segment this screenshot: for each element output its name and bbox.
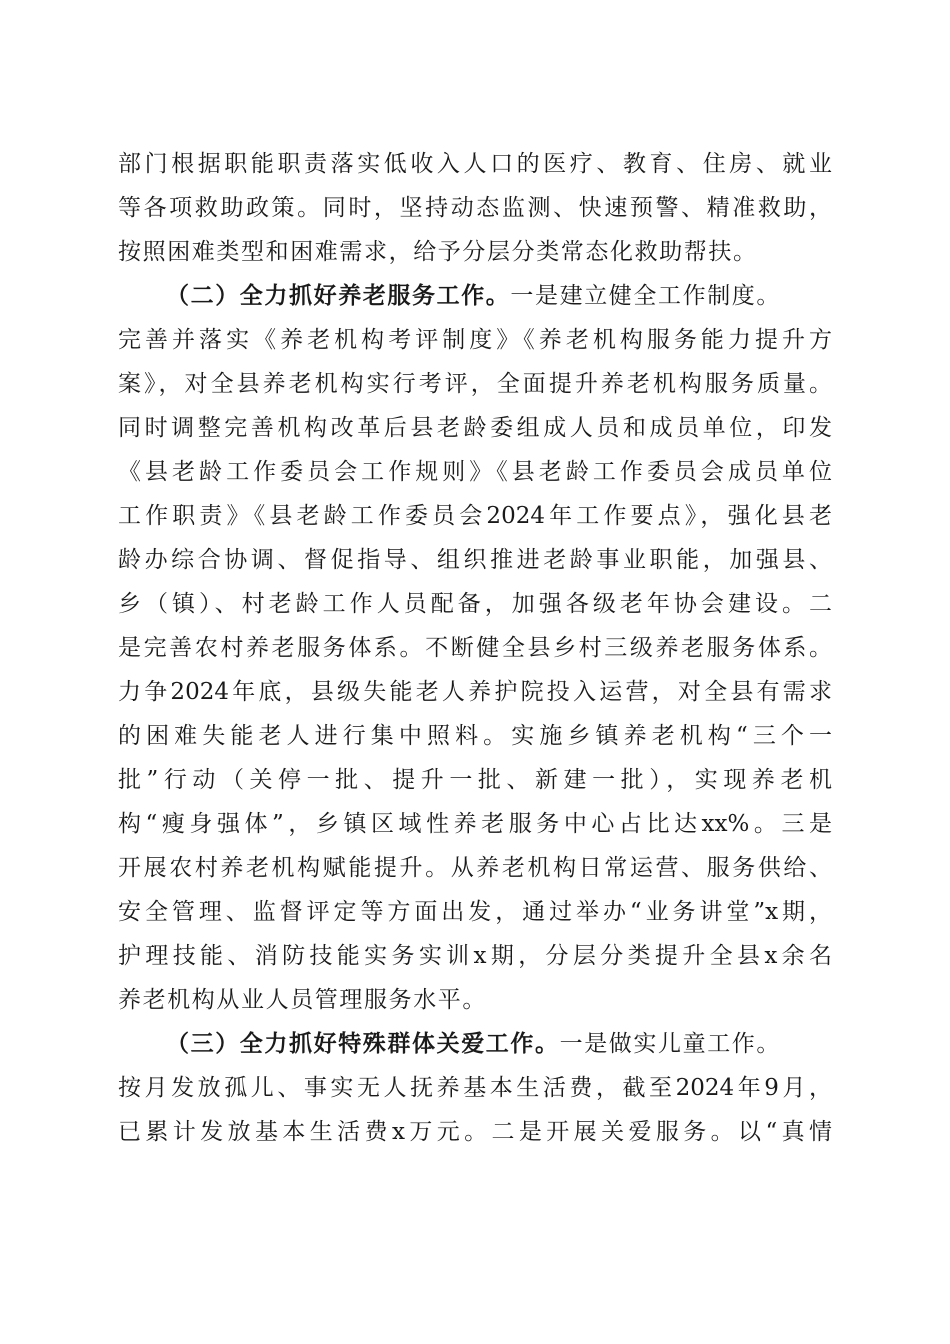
text-run: 一是建立健全工作制度。 <box>510 283 782 309</box>
text-line: 护理技能、消防技能实务实训x期，分层分类提升全县x余名 <box>118 943 832 969</box>
text-line: 《县老龄工作委员会工作规则》《县老龄工作委员会成员单位 <box>118 459 832 485</box>
text-line: 开展农村养老机构赋能提升。从养老机构日常运营、服务供给、 <box>118 855 832 881</box>
text-line: 构“瘦身强体”，乡镇区域性养老服务中心占比达xx%。三是 <box>118 811 832 837</box>
text-line: 已累计发放基本生活费x万元。二是开展关爱服务。以“真情 <box>118 1119 832 1145</box>
section-heading: （二）全力抓好养老服务工作。 <box>166 282 511 309</box>
text-line: 部门根据职能职责落实低收入人口的医疗、教育、住房、就业 <box>118 151 832 177</box>
section-heading-line <box>166 278 781 314</box>
text-line: 按照困难类型和困难需求，给予分层分类常态化救助帮扶。 <box>118 239 758 265</box>
text-line: 的困难失能老人进行集中照料。实施乡镇养老机构“三个一 <box>118 723 832 749</box>
text-line: 工作职责》《县老龄工作委员会2024年工作要点》，强化县老 <box>118 503 832 529</box>
text-line: 乡（镇）、村老龄工作人员配备，加强各级老年协会建设。二 <box>118 591 832 617</box>
text-line: 安全管理、监督评定等方面出发，通过举办“业务讲堂”x期， <box>118 899 832 925</box>
text-run: 一是做实儿童工作。 <box>559 1031 782 1057</box>
text-line: 龄办综合协调、督促指导、组织推进老龄事业职能，加强县、 <box>118 547 832 573</box>
text-line: 完善并落实《养老机构考评制度》《养老机构服务能力提升方 <box>118 327 832 353</box>
section-heading-line <box>166 1026 781 1062</box>
text-line: 力争2024年底，县级失能老人养护院投入运营，对全县有需求 <box>118 679 832 705</box>
section-heading: （三）全力抓好特殊群体关爱工作。 <box>166 1030 560 1057</box>
text-line: 养老机构从业人员管理服务水平。 <box>118 987 487 1013</box>
text-line: 案》，对全县养老机构实行考评，全面提升养老机构服务质量。 <box>118 371 832 397</box>
text-line: 按月发放孤儿、事实无人抚养基本生活费，截至2024年9月， <box>118 1075 832 1101</box>
text-line: 同时调整完善机构改革后县老龄委组成人员和成员单位，印发 <box>118 415 832 441</box>
text-line: 等各项救助政策。同时，坚持动态监测、快速预警、精准救助， <box>118 195 832 221</box>
text-line: 是完善农村养老服务体系。不断健全县乡村三级养老服务体系。 <box>118 635 832 661</box>
text-line: 批”行动（关停一批、提升一批、新建一批），实现养老机 <box>118 767 832 793</box>
